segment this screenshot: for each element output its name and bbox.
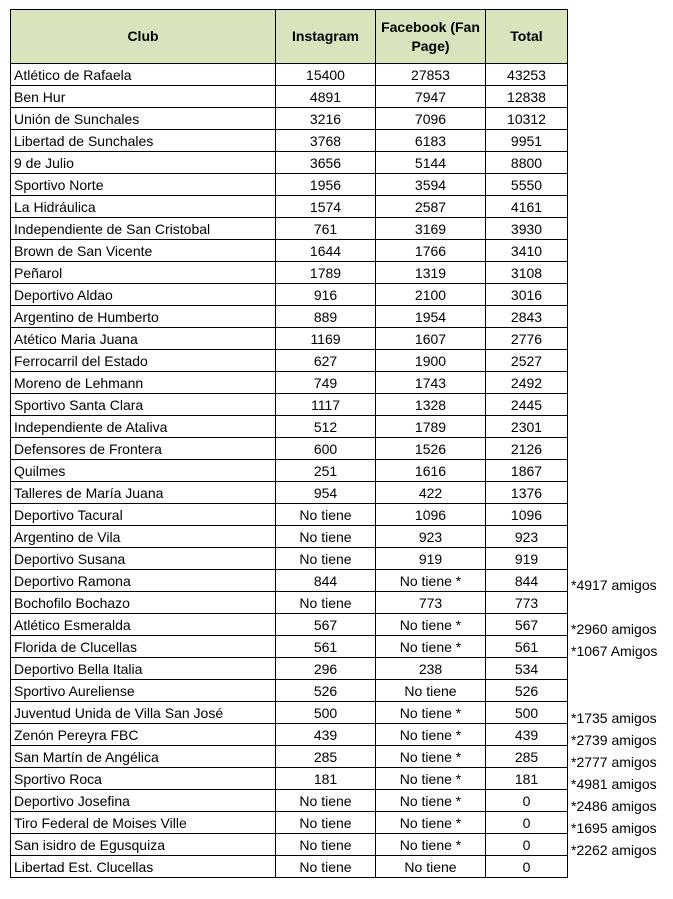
instagram-cell: No tiene	[276, 834, 376, 856]
table-row	[11, 262, 568, 284]
instagram-cell: 512	[276, 416, 376, 438]
instagram-cell: 1789	[276, 262, 376, 284]
total-cell: 1096	[486, 504, 568, 526]
table-row	[11, 372, 568, 394]
facebook-cell: No tiene *	[376, 636, 486, 658]
club-cell: Florida de Clucellas	[11, 636, 276, 658]
club-cell: Independiente de Ataliva	[11, 416, 276, 438]
total-cell: 2492	[486, 372, 568, 394]
instagram-cell: 627	[276, 350, 376, 372]
row-note	[569, 286, 673, 308]
instagram-cell: 567	[276, 614, 376, 636]
table-row	[11, 328, 568, 350]
facebook-cell: No tiene *	[376, 812, 486, 834]
instagram-cell: 526	[276, 680, 376, 702]
row-note	[569, 485, 673, 507]
row-note	[569, 352, 673, 374]
total-cell: 0	[486, 790, 568, 812]
total-cell: 3410	[486, 240, 568, 262]
total-cell: 12838	[486, 86, 568, 108]
row-note	[569, 197, 673, 219]
table-row	[11, 592, 568, 614]
total-cell: 9951	[486, 130, 568, 152]
row-note	[569, 263, 673, 285]
table-row	[11, 614, 568, 636]
table-row	[11, 812, 568, 834]
table-row	[11, 284, 568, 306]
facebook-cell: 1789	[376, 416, 486, 438]
row-note	[569, 396, 673, 418]
facebook-cell: 7947	[376, 86, 486, 108]
instagram-cell: 844	[276, 570, 376, 592]
facebook-cell: 27853	[376, 64, 486, 86]
facebook-cell: 6183	[376, 130, 486, 152]
total-cell: 181	[486, 768, 568, 790]
total-cell: 0	[486, 834, 568, 856]
row-note: *1695 amigos	[571, 820, 657, 837]
table-row	[11, 834, 568, 856]
facebook-cell: No tiene *	[376, 834, 486, 856]
row-note	[569, 86, 673, 108]
total-cell: 3930	[486, 218, 568, 240]
row-note: *1067 Amigos	[571, 643, 658, 660]
instagram-cell: 4891	[276, 86, 376, 108]
instagram-cell: No tiene	[276, 526, 376, 548]
facebook-cell: 1766	[376, 240, 486, 262]
total-cell: 1376	[486, 482, 568, 504]
club-cell: Atlético de Rafaela	[11, 64, 276, 86]
instagram-cell: No tiene	[276, 856, 376, 878]
club-cell: Ben Hur	[11, 86, 276, 108]
facebook-cell: 422	[376, 482, 486, 504]
total-cell: 567	[486, 614, 568, 636]
instagram-cell: 1117	[276, 394, 376, 416]
instagram-cell: 3768	[276, 130, 376, 152]
table-row	[11, 856, 568, 878]
instagram-cell: 916	[276, 284, 376, 306]
instagram-cell: No tiene	[276, 592, 376, 614]
table-row	[11, 548, 568, 570]
table-row	[11, 460, 568, 482]
row-note	[569, 175, 673, 197]
row-note: *2262 amigos	[571, 842, 657, 859]
facebook-cell: No tiene *	[376, 614, 486, 636]
facebook-cell: 1743	[376, 372, 486, 394]
row-note	[569, 219, 673, 241]
club-cell: Tiro Federal de Moises Ville	[11, 812, 276, 834]
facebook-cell: 3594	[376, 174, 486, 196]
table-row	[11, 394, 568, 416]
club-cell: Sportivo Norte	[11, 174, 276, 196]
total-cell: 2776	[486, 328, 568, 350]
club-cell: Zenón Pereyra FBC	[11, 724, 276, 746]
club-cell: Deportivo Ramona	[11, 570, 276, 592]
total-cell: 500	[486, 702, 568, 724]
header-total: Total	[486, 10, 568, 64]
total-cell: 923	[486, 526, 568, 548]
club-cell: Juventud Unida de Villa San José	[11, 702, 276, 724]
total-cell: 2527	[486, 350, 568, 372]
total-cell: 1867	[486, 460, 568, 482]
instagram-cell: 1169	[276, 328, 376, 350]
facebook-cell: 1900	[376, 350, 486, 372]
table-row	[11, 680, 568, 702]
instagram-cell: 251	[276, 460, 376, 482]
club-cell: San Martín de Angélica	[11, 746, 276, 768]
table-row	[11, 504, 568, 526]
table-row	[11, 702, 568, 724]
club-cell: Quilmes	[11, 460, 276, 482]
club-cell: Atético Maria Juana	[11, 328, 276, 350]
club-cell: La Hidráulica	[11, 196, 276, 218]
total-cell: 43253	[486, 64, 568, 86]
instagram-cell: 761	[276, 218, 376, 240]
club-cell: Bochofilo Bochazo	[11, 592, 276, 614]
instagram-cell: 3216	[276, 108, 376, 130]
table-row	[11, 482, 568, 504]
facebook-cell: No tiene *	[376, 702, 486, 724]
club-cell: Sportivo Roca	[11, 768, 276, 790]
row-note	[569, 507, 673, 529]
row-note	[569, 64, 673, 86]
row-note	[569, 463, 673, 485]
facebook-cell: 1328	[376, 394, 486, 416]
club-cell: Sportivo Santa Clara	[11, 394, 276, 416]
total-cell: 439	[486, 724, 568, 746]
facebook-cell: 5144	[376, 152, 486, 174]
club-cell: Talleres de María Juana	[11, 482, 276, 504]
total-cell: 10312	[486, 108, 568, 130]
club-cell: Deportivo Susana	[11, 548, 276, 570]
row-note	[569, 684, 673, 706]
table-row	[11, 790, 568, 812]
club-cell: Libertad Est. Clucellas	[11, 856, 276, 878]
row-note	[569, 419, 673, 441]
facebook-cell: No tiene	[376, 856, 486, 878]
row-note: *4981 amigos	[571, 776, 657, 792]
instagram-cell: 181	[276, 768, 376, 790]
instagram-cell: 296	[276, 658, 376, 680]
facebook-cell: 2587	[376, 196, 486, 218]
instagram-cell: 285	[276, 746, 376, 768]
total-cell: 526	[486, 680, 568, 702]
table-row	[11, 350, 568, 372]
facebook-cell: No tiene *	[376, 746, 486, 768]
club-cell: 9 de Julio	[11, 152, 276, 174]
club-cell: Sportivo Aureliense	[11, 680, 276, 702]
club-cell: Atlético Esmeralda	[11, 614, 276, 636]
club-cell: San isidro de Egusquiza	[11, 834, 276, 856]
total-cell: 2445	[486, 394, 568, 416]
table-row	[11, 152, 568, 174]
table-row	[11, 108, 568, 130]
club-cell: Peñarol	[11, 262, 276, 284]
facebook-cell: 1526	[376, 438, 486, 460]
notes-column	[569, 64, 673, 884]
total-cell: 4161	[486, 196, 568, 218]
club-cell: Unión de Sunchales	[11, 108, 276, 130]
instagram-cell: 500	[276, 702, 376, 724]
instagram-cell: 889	[276, 306, 376, 328]
instagram-cell: No tiene	[276, 790, 376, 812]
table-row	[11, 438, 568, 460]
facebook-cell: 1954	[376, 306, 486, 328]
instagram-cell: 561	[276, 636, 376, 658]
row-note: *2486 amigos	[571, 798, 657, 815]
club-cell: Libertad de Sunchales	[11, 130, 276, 152]
table-row	[11, 306, 568, 328]
header-facebook: Facebook (Fan Page)	[376, 10, 486, 64]
row-note	[569, 529, 673, 551]
total-cell: 5550	[486, 174, 568, 196]
facebook-cell: No tiene *	[376, 570, 486, 592]
facebook-cell: 7096	[376, 108, 486, 130]
club-cell: Deportivo Aldao	[11, 284, 276, 306]
total-cell: 773	[486, 592, 568, 614]
row-note: *4917 amigos	[571, 576, 657, 593]
row-note	[569, 108, 673, 130]
facebook-cell: No tiene	[376, 680, 486, 702]
table-row	[11, 768, 568, 790]
instagram-cell: 600	[276, 438, 376, 460]
row-note: *2960 amigos	[571, 620, 657, 637]
row-note	[569, 596, 673, 618]
facebook-cell: 773	[376, 592, 486, 614]
total-cell: 8800	[486, 152, 568, 174]
total-cell: 534	[486, 658, 568, 680]
table-row	[11, 526, 568, 548]
table-row	[11, 130, 568, 152]
facebook-cell: 1607	[376, 328, 486, 350]
row-note	[569, 551, 673, 573]
row-note	[569, 241, 673, 263]
table-row	[11, 240, 568, 262]
instagram-cell: 15400	[276, 64, 376, 86]
header-row	[11, 10, 568, 64]
instagram-cell: 749	[276, 372, 376, 394]
instagram-cell: 1574	[276, 196, 376, 218]
table-row	[11, 570, 568, 592]
facebook-cell: 923	[376, 526, 486, 548]
row-note	[569, 130, 673, 152]
instagram-cell: 1956	[276, 174, 376, 196]
clubs-table	[10, 9, 568, 878]
row-note: *1735 amigos	[571, 709, 657, 726]
table-row	[11, 86, 568, 108]
table-row	[11, 724, 568, 746]
total-cell: 2843	[486, 306, 568, 328]
table-row	[11, 64, 568, 86]
instagram-cell: No tiene	[276, 548, 376, 570]
instagram-cell: 3656	[276, 152, 376, 174]
row-note	[569, 862, 673, 884]
club-cell: Independiente de San Cristobal	[11, 218, 276, 240]
club-cell: Argentino de Vila	[11, 526, 276, 548]
facebook-cell: 1616	[376, 460, 486, 482]
table-row	[11, 196, 568, 218]
row-note	[569, 153, 673, 175]
instagram-cell: 439	[276, 724, 376, 746]
instagram-cell: No tiene	[276, 812, 376, 834]
total-cell: 2301	[486, 416, 568, 438]
total-cell: 561	[486, 636, 568, 658]
facebook-cell: No tiene *	[376, 768, 486, 790]
row-note: *2739 amigos	[571, 731, 657, 748]
row-note	[569, 441, 673, 463]
club-cell: Moreno de Lehmann	[11, 372, 276, 394]
table-row	[11, 174, 568, 196]
facebook-cell: 919	[376, 548, 486, 570]
row-note	[569, 374, 673, 396]
club-cell: Ferrocarril del Estado	[11, 350, 276, 372]
table-row	[11, 416, 568, 438]
facebook-cell: No tiene *	[376, 790, 486, 812]
facebook-cell: 2100	[376, 284, 486, 306]
club-cell: Deportivo Bella Italia	[11, 658, 276, 680]
total-cell: 0	[486, 856, 568, 878]
instagram-cell: No tiene	[276, 504, 376, 526]
instagram-cell: 954	[276, 482, 376, 504]
header-instagram: Instagram	[276, 10, 376, 64]
row-note	[569, 662, 673, 684]
facebook-cell: 1319	[376, 262, 486, 284]
table-row	[11, 658, 568, 680]
total-cell: 844	[486, 570, 568, 592]
total-cell: 285	[486, 746, 568, 768]
total-cell: 3108	[486, 262, 568, 284]
row-note: *2777 amigos	[571, 753, 657, 770]
total-cell: 3016	[486, 284, 568, 306]
total-cell: 0	[486, 812, 568, 834]
total-cell: 2126	[486, 438, 568, 460]
table-row	[11, 746, 568, 768]
table-row	[11, 218, 568, 240]
instagram-cell: 1644	[276, 240, 376, 262]
club-cell: Defensores de Frontera	[11, 438, 276, 460]
club-cell: Deportivo Josefina	[11, 790, 276, 812]
row-note	[569, 330, 673, 352]
header-club: Club	[11, 10, 276, 64]
facebook-cell: 3169	[376, 218, 486, 240]
facebook-cell: 238	[376, 658, 486, 680]
club-cell: Deportivo Tacural	[11, 504, 276, 526]
facebook-cell: No tiene *	[376, 724, 486, 746]
facebook-cell: 1096	[376, 504, 486, 526]
table-row	[11, 636, 568, 658]
row-note	[569, 308, 673, 330]
table-body	[11, 64, 568, 878]
club-cell: Argentino de Humberto	[11, 306, 276, 328]
total-cell: 919	[486, 548, 568, 570]
club-cell: Brown de San Vicente	[11, 240, 276, 262]
